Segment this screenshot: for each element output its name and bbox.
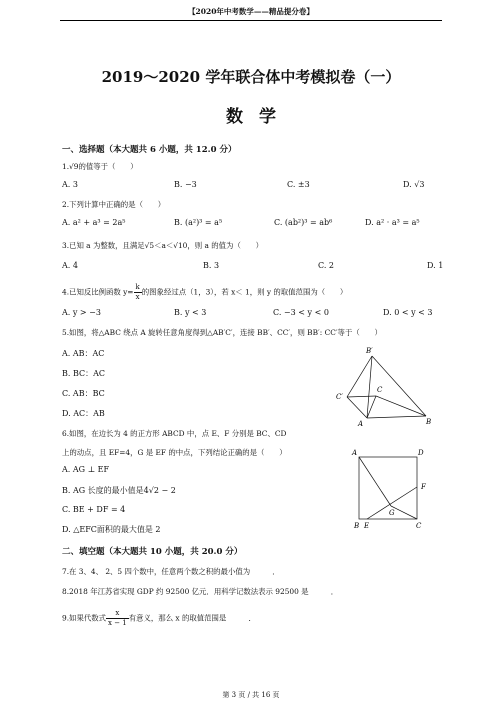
fig5-label-a: A [358,420,364,428]
question-3-option-a: A. 4 [62,261,78,270]
section-heading-choice: 一、选择题（本大题共 6 小题，共 12.0 分） [62,145,237,155]
question-6-option-b: B. AG 长度的最小值是4√2 − 2 [62,486,176,495]
question-9-fraction-numerator: x [106,609,129,619]
fig6-label-b: B [354,522,360,530]
question-5-option-c: C. AB：BC [62,389,105,398]
question-6-option-c: C. BE + DF = 4 [62,505,126,514]
question-5-option-a: A. AB：AC [62,349,105,358]
question-4-option-c: C. −3 < y < 0 [273,308,329,317]
question-6-option-a: A. AG ⊥ EF [62,465,110,474]
question-6-stem-line1: 6.如图，在边长为 4 的正方形 ABCD 中，点 E、F 分别是 BC、CD [62,429,287,438]
question-3-option-b: B. 3 [203,261,220,270]
question-9-fraction-denominator: x − 1 [108,619,127,627]
question-1-option-c: C. ±3 [287,180,310,189]
question-4-stem-tail: 的图象经过点（1，3），若 x＜ 1，则 y 的取值范围为（ ） [141,287,348,297]
question-4-option-a: A. y > −3 [62,308,101,317]
question-9-stem-head: 9.如果代数式 [62,613,107,623]
question-6-option-d: D. △EFC面积的最大值是 2 [62,525,161,534]
question-3-option-d: D. 1 [427,261,444,270]
fig5-label-c: C [377,386,383,394]
question-5-option-d: D. AC：AB [62,409,105,418]
question-5-stem: 5.如图，将△ABC 绕点 A 旋转任意角度得到△AB′C′，连接 BB′、CC′，则 BB′: CC′等于（ ） [62,328,382,337]
exam-title: 2019～2020 学年联合体中考模拟卷（一） [101,68,401,86]
question-9-stem-tail: 有意义，那么 x 的取值范围是 ． [128,613,256,623]
fig6-square-abcd [359,457,417,519]
question-1-option-a: A. 3 [62,180,78,189]
section-heading-fill: 二、填空题（本大题共 10 小题，共 20.0 分） [62,547,243,557]
fig5-label-c-prime: C′ [336,393,343,401]
fig5-label-b-prime: B′ [366,347,373,355]
fig6-label-g: G [389,509,395,517]
fig6-label-e: E [364,522,370,530]
question-3-stem: 3.已知 a 为整数，且满足√5＜a＜√10，则 a 的值为（ ） [62,241,264,250]
question-9-fraction [106,609,129,628]
fig6-label-d: D [418,449,424,457]
question-1-stem: 1.√9的值等于（ ） [62,162,138,171]
question-4-option-d: D. 0 < y < 3 [383,308,433,317]
question-7-stem: 7.在 3、4、 2、5 四个数中，任意两个数之积的最小值为 ． [62,567,280,576]
fig6-segment-g-c [391,506,417,519]
subject-title: 数学 [226,107,292,127]
question-2-option-a: A. a² + a³ = 2a⁵ [62,218,126,227]
question-4-fraction-numerator: k [135,283,140,291]
question-1-option-d: D. √3 [403,180,425,189]
question-3-option-c: C. 2 [318,261,335,270]
question-2-option-d: D. a² · a³ = a⁵ [365,218,420,227]
fig6-segment-a-g [359,457,391,506]
question-2-stem: 2.下列计算中正确的是（ ） [62,200,166,209]
page-footer: 第 3 页 / 共 16 页 [222,691,280,699]
page-header: 【2020年中考数学——精品提分卷】 [188,7,314,16]
fig6-label-f: F [421,483,426,491]
question-1-option-b: B. −3 [174,180,197,189]
question-6-stem-line2: 上的动点，且 EF=4，G 是 EF 的中点，下列结论正确的是（ ） [62,448,287,457]
question-2-option-c: C. (ab²)³ = ab⁶ [274,218,333,227]
question-4-fraction-denominator: x [135,293,140,301]
question-4-stem-head: 4.已知反比例函数 y= [62,287,134,297]
question-2-option-b: B. (a²)³ = a⁵ [174,218,223,227]
fig6-label-a: A [352,449,358,457]
question-9-stem [62,609,256,628]
fig5-label-b: B [426,418,432,426]
question-5-option-b: B. BC：AC [62,369,106,378]
fig6-label-c: C [416,522,422,530]
question-4-option-b: B. y < 3 [174,308,207,317]
question-8-stem: 8.2018 年江苏省实现 GDP 约 92500 亿元．用科学记数法表示 92500 是 ． [62,587,339,596]
